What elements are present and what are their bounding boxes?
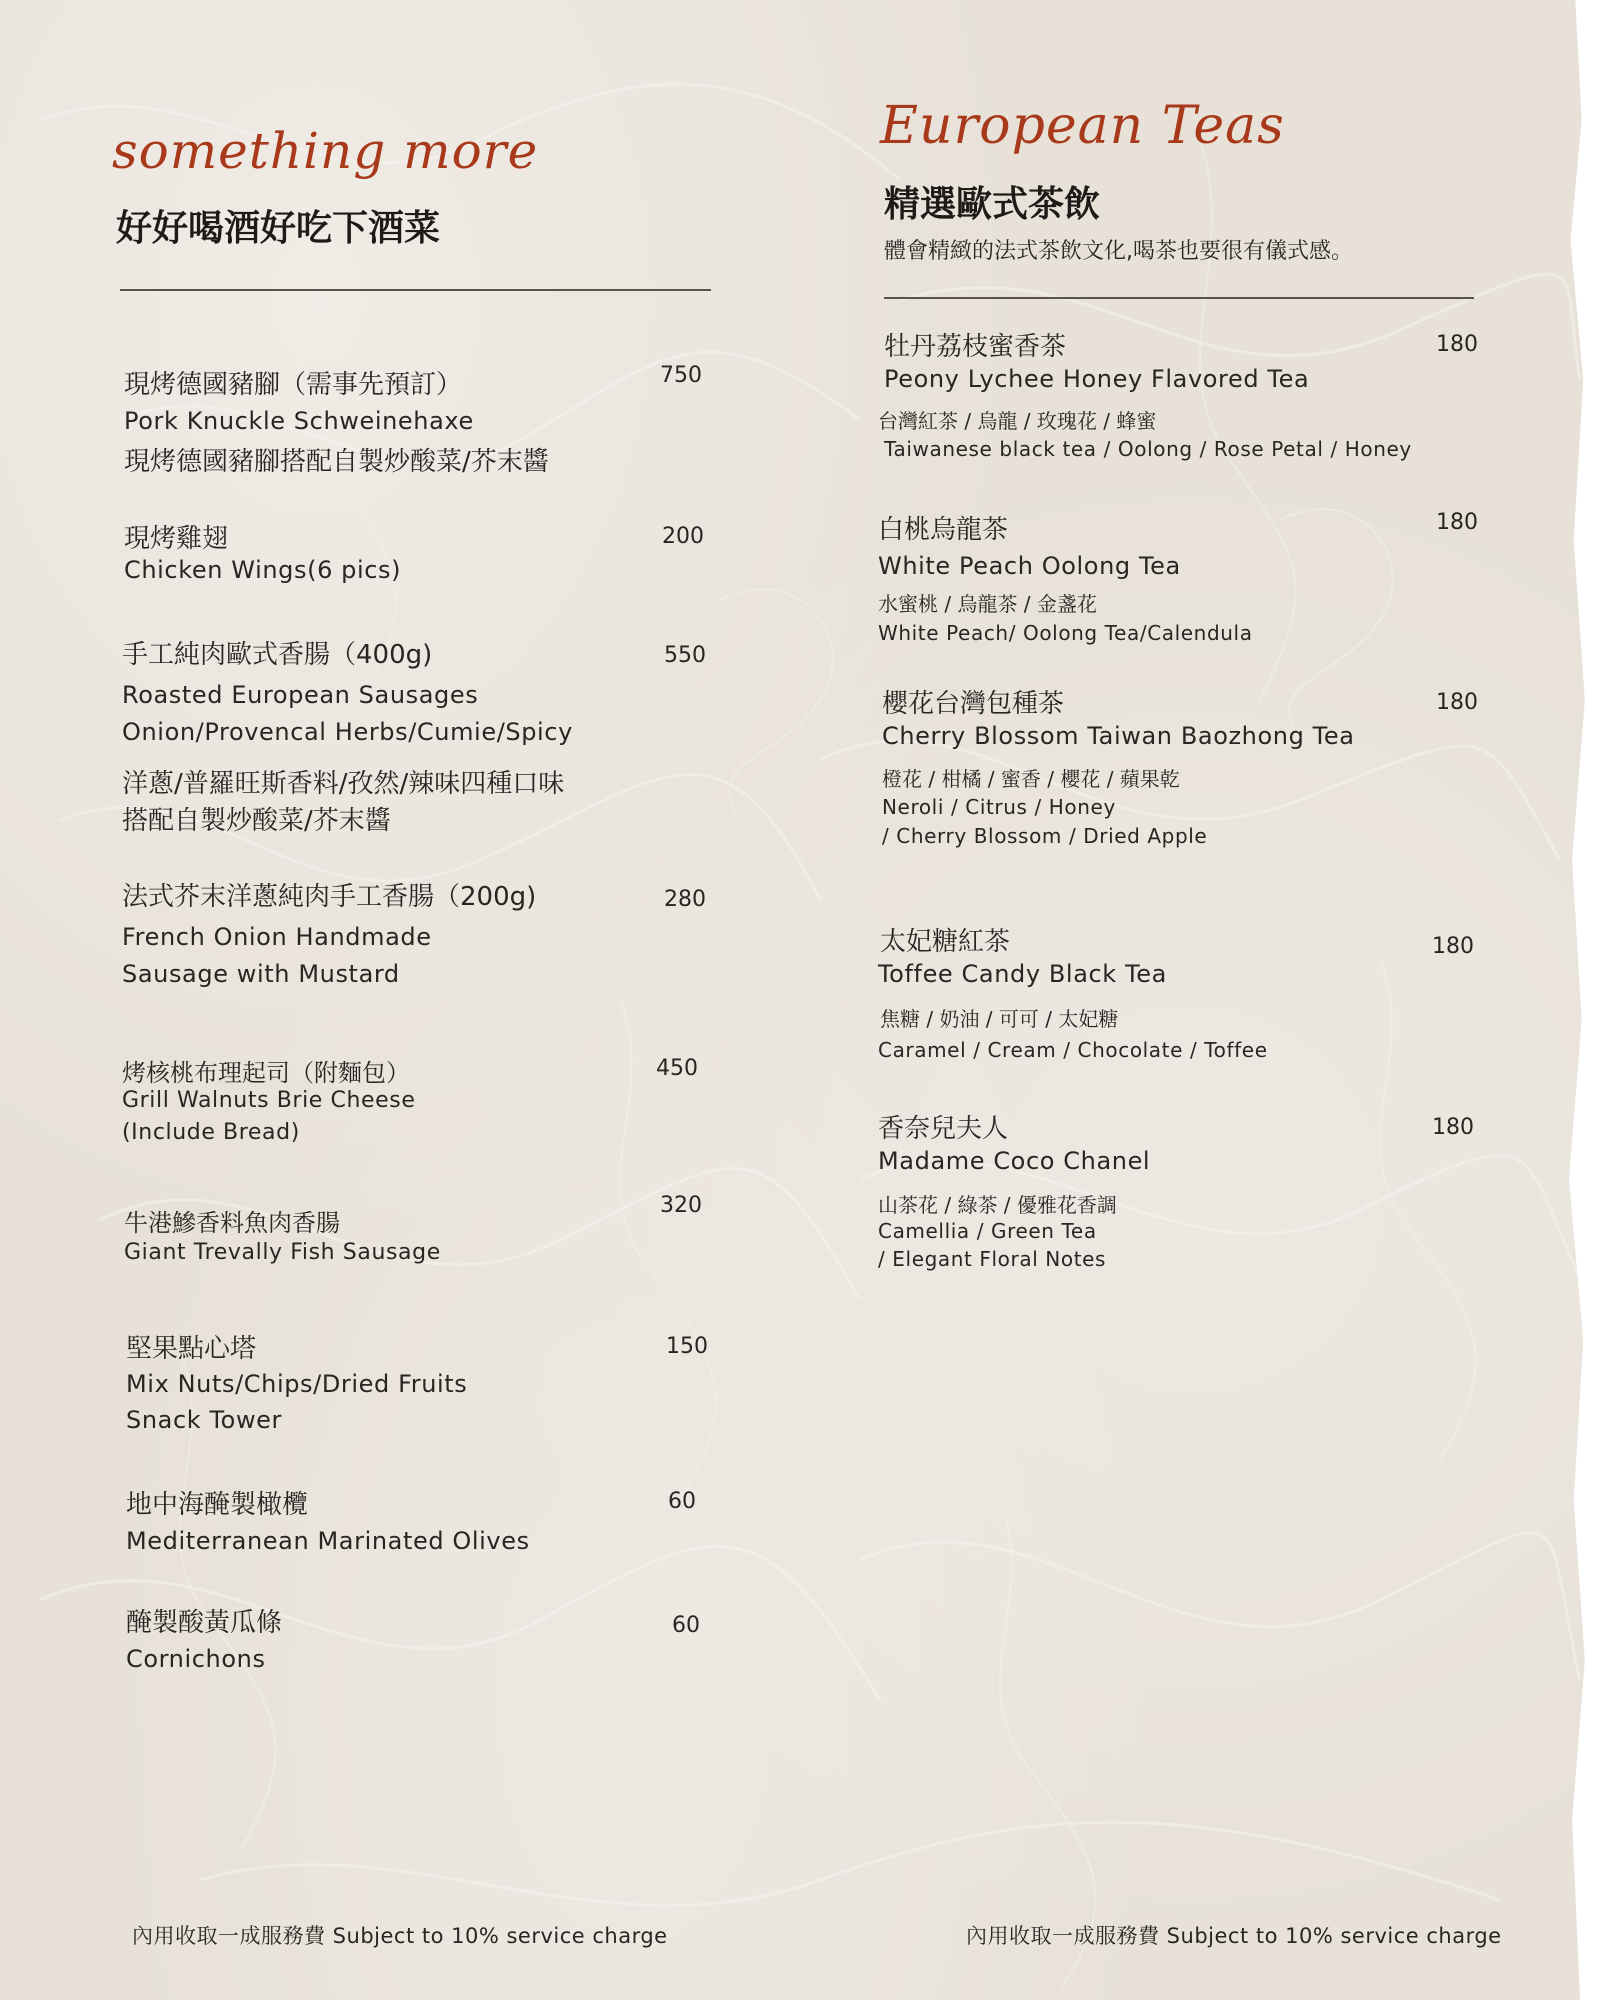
- item-cornichons-zh: 醃製酸黃瓜條: [126, 1608, 283, 1638]
- tea-white-peach-en: White Peach Oolong Tea: [878, 552, 1181, 580]
- item-brie-en2: (Include Bread): [122, 1120, 300, 1145]
- item-brie-zh: 烤核桃布理起司（附麵包）: [122, 1059, 410, 1087]
- item-french-sausage-zh: 法式芥末洋蔥純肉手工香腸（200g): [122, 882, 537, 912]
- tea-white-peach-price: 180: [1436, 510, 1478, 535]
- tea-cherry-blossom-en: Cherry Blossom Taiwan Baozhong Tea: [882, 722, 1355, 750]
- tea-cherry-blossom-price: 180: [1436, 690, 1478, 715]
- item-brie-en: Grill Walnuts Brie Cheese: [122, 1088, 416, 1113]
- tea-cherry-blossom-ing-en: Neroli / Citrus / Honey: [882, 795, 1116, 819]
- item-french-sausage-price: 280: [664, 887, 706, 912]
- tea-cherry-blossom-zh: 櫻花台灣包種茶: [882, 689, 1065, 719]
- item-chicken-wings-en: Chicken Wings(6 pics): [124, 556, 402, 584]
- tea-white-peach-zh: 白桃烏龍茶: [878, 515, 1009, 545]
- tea-coco-chanel-ing-en: Camellia / Green Tea: [878, 1219, 1097, 1243]
- left-footer-service-charge: 內用收取一成服務費 Subject to 10% service charge: [132, 1924, 668, 1948]
- tea-cherry-blossom-ing-zh: 橙花 / 柑橘 / 蜜香 / 櫻花 / 蘋果乾: [882, 767, 1180, 791]
- item-cornichons-en: Cornichons: [126, 1645, 266, 1673]
- tea-toffee-price: 180: [1432, 934, 1474, 959]
- tea-coco-chanel-ing-en2: / Elegant Floral Notes: [878, 1247, 1107, 1271]
- item-olives-en: Mediterranean Marinated Olives: [126, 1527, 530, 1555]
- tea-white-peach-ing-en: White Peach/ Oolong Tea/Calendula: [878, 621, 1253, 645]
- item-sausages-desc2: 搭配自製炒酸菜/芥末醬: [122, 806, 391, 836]
- right-subtitle: 體會精緻的法式茶飲文化,喝茶也要很有儀式感。: [884, 239, 1353, 264]
- item-snack-tower-zh: 堅果點心塔: [126, 1334, 257, 1364]
- item-fish-sausage-zh: 牛港鰺香料魚肉香腸: [124, 1209, 340, 1237]
- tea-peony-ing-en: Taiwanese black tea / Oolong / Rose Petal / Honey: [884, 437, 1412, 461]
- item-sausages-en2: Onion/Provencal Herbs/Cumie/Spicy: [122, 718, 573, 746]
- left-heading: 好好喝酒好吃下酒菜: [116, 208, 441, 249]
- item-sausages-zh: 手工純肉歐式香腸（400g): [122, 640, 433, 670]
- tea-peony-zh: 牡丹荔枝蜜香茶: [884, 332, 1067, 362]
- item-snack-tower-en: Mix Nuts/Chips/Dried Fruits: [126, 1370, 468, 1398]
- tea-toffee-ing-zh: 焦糖 / 奶油 / 可可 / 太妃糖: [880, 1007, 1119, 1031]
- left-script-title: something more: [112, 122, 539, 180]
- tea-coco-chanel-ing-zh: 山茶花 / 綠茶 / 優雅花香調: [878, 1193, 1117, 1217]
- item-pork-knuckle-zh: 現烤德國豬腳（需事先預訂）: [124, 370, 463, 400]
- item-sausages-desc: 洋蔥/普羅旺斯香料/孜然/辣味四種口味: [122, 769, 565, 799]
- item-pork-knuckle-price: 750: [660, 363, 702, 388]
- right-divider: [884, 297, 1474, 299]
- tea-peony-en: Peony Lychee Honey Flavored Tea: [884, 365, 1310, 393]
- right-script-title: European Teas: [880, 96, 1285, 156]
- item-pork-knuckle-desc: 現烤德國豬腳搭配自製炒酸菜/芥末醬: [124, 447, 549, 477]
- tea-coco-chanel-price: 180: [1432, 1115, 1474, 1140]
- item-sausages-en: Roasted European Sausages: [122, 681, 479, 709]
- item-brie-price: 450: [656, 1056, 698, 1081]
- item-cornichons-price: 60: [672, 1613, 700, 1638]
- tea-toffee-ing-en: Caramel / Cream / Chocolate / Toffee: [878, 1038, 1268, 1062]
- item-snack-tower-price: 150: [666, 1334, 708, 1359]
- item-sausages-price: 550: [664, 643, 706, 668]
- item-olives-zh: 地中海醃製橄欖: [126, 1490, 309, 1520]
- tea-toffee-en: Toffee Candy Black Tea: [878, 960, 1167, 988]
- item-french-sausage-en: French Onion Handmade: [122, 923, 432, 951]
- tea-coco-chanel-zh: 香奈兒夫人: [878, 1114, 1009, 1144]
- item-chicken-wings-price: 200: [662, 524, 704, 549]
- item-french-sausage-en2: Sausage with Mustard: [122, 960, 400, 988]
- item-fish-sausage-en: Giant Trevally Fish Sausage: [124, 1240, 441, 1265]
- item-pork-knuckle-en: Pork Knuckle Schweinehaxe: [124, 407, 474, 435]
- tea-cherry-blossom-ing-en2: / Cherry Blossom / Dried Apple: [882, 824, 1208, 848]
- item-chicken-wings-zh: 現烤雞翅: [124, 524, 229, 554]
- tea-peony-price: 180: [1436, 332, 1478, 357]
- tea-toffee-zh: 太妃糖紅茶: [880, 927, 1011, 957]
- left-divider: [120, 289, 711, 291]
- right-footer-service-charge: 內用收取一成服務費 Subject to 10% service charge: [966, 1924, 1502, 1948]
- item-fish-sausage-price: 320: [660, 1193, 702, 1218]
- tea-peony-ing-zh: 台灣紅茶 / 烏龍 / 玫瑰花 / 蜂蜜: [878, 409, 1157, 433]
- item-snack-tower-en2: Snack Tower: [126, 1406, 283, 1434]
- item-olives-price: 60: [668, 1489, 696, 1514]
- tea-coco-chanel-en: Madame Coco Chanel: [878, 1147, 1151, 1175]
- tea-white-peach-ing-zh: 水蜜桃 / 烏龍茶 / 金盞花: [878, 592, 1097, 616]
- right-heading: 精選歐式茶飲: [884, 184, 1101, 225]
